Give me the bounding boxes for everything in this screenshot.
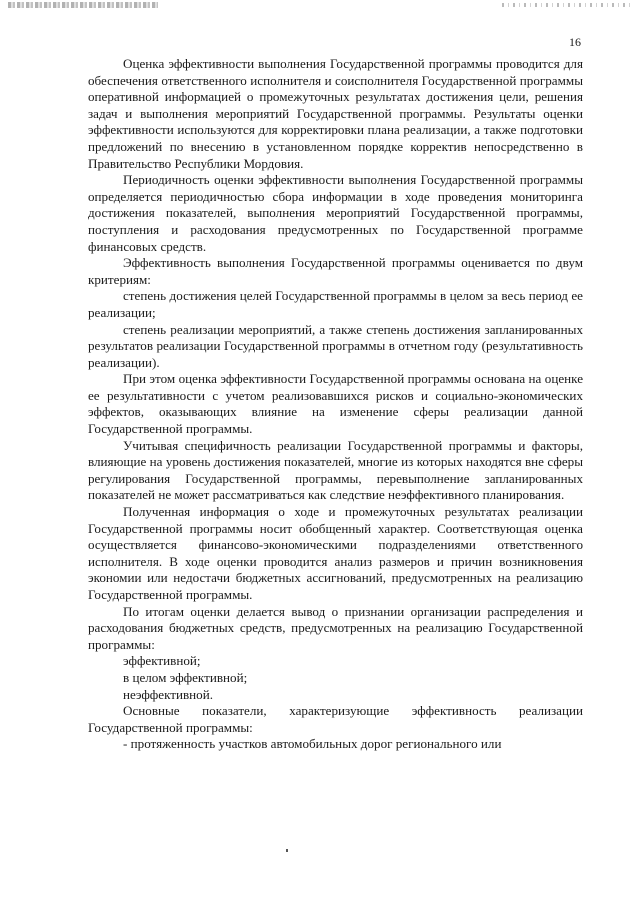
paragraph: степень достижения целей Государственной программы в целом за весь период ее реализации; xyxy=(88,288,583,320)
list-item: - протяженность участков автомобильных дорог регионального или xyxy=(123,736,502,752)
paragraph: степень реализации мероприятий, а также степень достижения запланированных результатов реализации Государственной программы в отчетном году (результативность реализации). xyxy=(88,321,583,370)
list-item: в целом эффективной; xyxy=(123,669,248,685)
page-number: 16 xyxy=(569,35,581,49)
scan-artifact xyxy=(502,3,632,7)
scan-artifact xyxy=(286,849,288,852)
paragraph: При этом оценка эффективности Государственной программы основана на оценке ее результативности с учетом реализовавшихся рисков и социально-экономических эффектов, оказывающих влияние на изменение сферы реализации данной Государственной программы. xyxy=(88,371,583,437)
list-item: неэффективной. xyxy=(123,686,214,702)
list-item: эффективной; xyxy=(123,653,201,669)
paragraph: Основные показатели, характеризующие эффективность реализации Государственной программы: xyxy=(88,703,583,735)
paragraph: Оценка эффективности выполнения Государственной программы проводится для обеспечения ответственного исполнителя и соисполнителя Государственной программы оперативной информацией о промежуточных результатах достижения цели, решения задач и выполнения мероприятий Государственной программы. Результаты оценки эффективности используются для корректировки плана реализации, а также подготовки предложений по внесению в установленном порядке корректив непосредственно в Правительство Республики Мордовия. xyxy=(88,56,583,171)
paragraph: Полученная информация о ходе и промежуточных результатах реализации Государственной программы носит обобщенный характер. Соответствующая оценка осуществляется финансово-экономическими подразделениями ответственного исполнителя. В ходе оценки проводится анализ размеров и причин возникновения экономии или недостачи бюджетных ассигнований, предусмотренных на реализацию Государственной программы. xyxy=(88,504,583,602)
paragraph: Эффективность выполнения Государственной программы оценивается по двум критериям: xyxy=(88,255,583,287)
paragraph: Учитывая специфичность реализации Государственной программы и факторы, влияющие на уровень достижения показателей, многие из которых находятся вне сферы регулирования Государственной программы, перевыполнение запланированных показателей не может рассматриваться как следствие неэффективного планирования. xyxy=(88,437,583,503)
paragraph: Периодичность оценки эффективности выполнения Государственной программы определяется периодичностью сбора информации в ходе проведения мониторинга достижения показателей, выполнения мероприятий Государственной программы, поступления и расходования предусмотренных по Государственной программе финансовых средств. xyxy=(88,172,583,254)
scan-artifact xyxy=(8,2,158,8)
document-body xyxy=(88,56,583,753)
paragraph: По итогам оценки делается вывод о признании организации распределения и расходования бюджетных средств, предусмотренных на реализацию Государственной программы: xyxy=(88,603,583,652)
